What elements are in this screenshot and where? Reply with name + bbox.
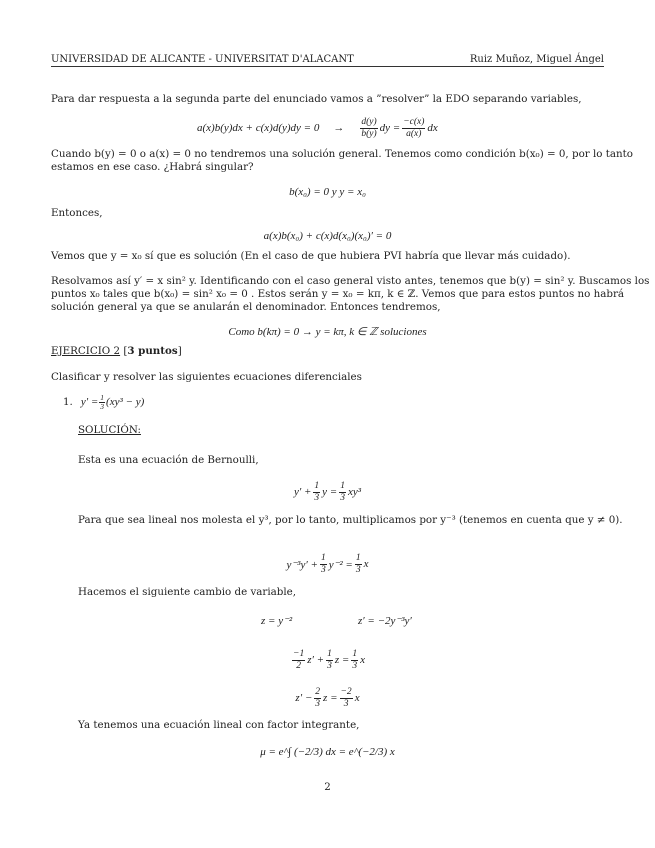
eq6-frac1-den: 3 [320,564,326,575]
header-rule [51,66,604,67]
equation-substitution: a(x)b(x₀) + c(x)d(x₀)(x₀)′ = 0 [263,230,392,242]
eq1-mid: dy = [379,122,401,134]
equation-solutions: Como b(kπ) = 0 → y = kπ, k ∈ ℤ soluciones [228,326,427,338]
paragraph-intro: Para dar respuesta a la segunda parte del enunciado vamos a ”resolver” la EDO separando variables, [51,93,582,105]
eq1-den1: b(y) [361,128,377,139]
eq6-part-c: x [363,558,369,570]
exercise-title: EJERCICIO 2 [51,345,121,357]
eq9-frac2 [340,687,353,710]
paragraph-factor: Ya tenemos una ecuación lineal con factor integrante, [78,719,360,731]
eq6-part-b: y⁻² = [328,558,353,571]
eq8-part-c: x [360,654,365,666]
equation-linear-2 [0,684,655,712]
eq5-part-a: y′ + [293,486,312,498]
eq8-frac1-num: −1 [293,648,305,659]
eq6-frac2 [355,553,362,576]
equation-change-left: z = y⁻² [261,615,293,627]
paragraph-lineal: Para que sea lineal nos molesta el y³, por lo tanto, multiplicamos por y⁻³ (tenemos en cuenta que y ≠ 0). [78,514,623,526]
equation-multiplied [0,550,655,578]
eq5-frac1-num: 1 [314,480,320,491]
eq5-frac2 [339,481,346,504]
item-frac-num: 1 [100,392,105,402]
eq5-part-b: y = [322,486,338,498]
eq8-frac2-den: 3 [327,660,332,671]
header-author: Ruiz Muñoz, Miguel Ángel [469,54,604,65]
eq8-part-b: z = [334,654,350,666]
eq6-frac2-num: 1 [355,552,361,563]
item-rhs: (xy³ − y) [106,396,145,408]
eq1-num1: d(y) [361,116,377,127]
eq5-frac2-den: 3 [340,492,345,503]
eq9-part-c: x [354,692,360,704]
eq1-end: dx [427,122,438,134]
exercise-points: 3 puntos [127,345,178,357]
eq9-frac2-num: −2 [340,686,352,697]
paragraph-entonces: Entonces, [51,207,103,219]
solution-heading: SOLUCIÓN: [78,424,141,436]
equation-linear-1 [0,646,655,674]
eq8-frac3-num: 1 [352,648,358,659]
paragraph-resolvamos-line1: Resolvamos así y′ = x sin² y. Identificando con el caso general visto antes, tenemos que b(y) = sin² y. Buscamos los [51,275,650,287]
eq6-part-a: y⁻³y′ + [286,558,318,571]
eq8-frac1-den: 2 [296,660,301,671]
header-university: UNIVERSIDAD DE ALICANTE - UNIVERSITAT D'ALACANT [51,54,354,65]
eq1-den2: a(x) [406,128,422,139]
item-lhs: y′ = [80,396,99,408]
eq1-frac-right [402,117,425,140]
paragraph-cambio: Hacemos el siguiente cambio de variable, [78,586,297,598]
eq8-frac3 [351,649,358,672]
paragraph-bernoulli: Esta es una ecuación de Bernoulli, [78,454,259,466]
eq5-frac2-num: 1 [340,480,345,491]
item-number: 1. [63,395,73,408]
eq8-part-a: z′ + [307,654,325,666]
exercise-intro: Clasificar y resolver las siguientes ecuaciones diferenciales [51,371,362,383]
page-number: 2 [324,781,331,793]
eq5-frac1-den: 3 [314,492,320,503]
eq5-part-c: xy³ [347,486,362,498]
eq1-num2: −c(x) [403,116,425,127]
eq6-frac2-den: 3 [355,564,361,575]
eq9-part-b: z = [323,692,338,704]
eq8-frac1 [292,649,305,672]
eq9-frac1 [314,687,321,710]
paragraph-vemos: Vemos que y = x₀ sí que es solución (En el caso de que hubiera PVI habría que llevar más cuidado). [51,250,571,262]
exercise-item-1 [63,392,144,412]
equation-separation [197,113,438,143]
item-frac [99,394,105,411]
paragraph-resolvamos-line2: puntos x₀ tales que b(x₀) = sin² x₀ = 0 . Estos serán y = x₀ = kπ, k ∈ ℤ. Vemos que para estos puntos no habrá [51,288,625,300]
eq1-frac-left [360,117,377,140]
equation-bernoulli [0,478,655,506]
equation-change-right: z′ = −2y⁻³y′ [358,615,412,627]
equation-integrating-factor: μ = e^∫ (−2/3) dx = e^(−2/3) x [260,746,395,758]
paragraph-cuando-line2: estamos en ese caso. ¿Habrá singular? [51,161,254,173]
eq9-frac2-den: 3 [343,698,349,709]
item-frac-den: 3 [100,401,105,411]
eq6-frac1 [320,553,327,576]
eq9-part-a: z′ − [295,692,313,704]
eq9-frac1-den: 3 [315,698,321,709]
eq5-frac1 [313,481,320,504]
exercise-heading: EJERCICIO 2 [3 puntos] [51,345,182,357]
eq6-frac1-num: 1 [320,552,326,563]
paragraph-cuando-line1: Cuando b(y) = 0 o a(x) = 0 no tendremos una solución general. Tenemos como condición b(x₀) = 0, por lo tanto [51,148,633,160]
eq9-frac1-num: 2 [315,686,321,697]
eq8-frac2-num: 1 [327,648,332,659]
eq1-lhs: a(x)b(y)dx + c(x)d(y)dy = 0 [197,122,320,134]
paragraph-resolvamos-line3: solución general ya que se anularán el denominador. Entonces tendremos, [51,301,441,313]
eq8-frac3-den: 3 [352,660,358,671]
eq8-frac2 [326,649,333,672]
equation-condition: b(x₀) = 0 y y = x₀ [289,186,366,198]
eq1-arrow: → [333,122,345,134]
